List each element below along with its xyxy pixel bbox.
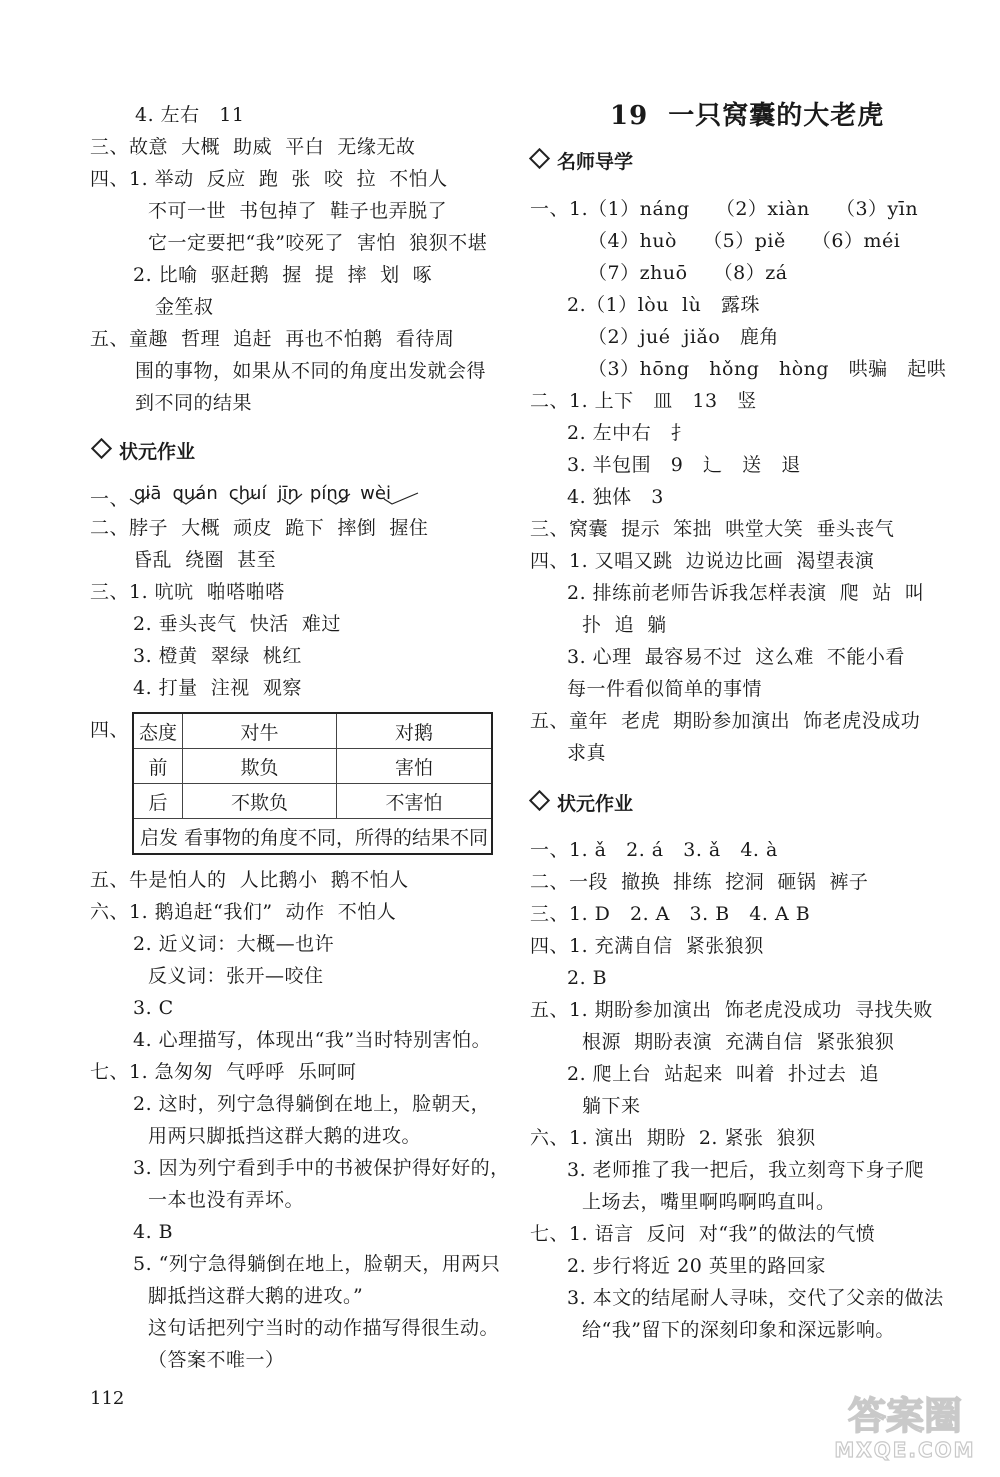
answer-line: 4. 左右 11 xyxy=(135,104,245,126)
answer-line: 一、1.（1）náng （2）xiàn （3）yīn xyxy=(530,198,919,220)
answer-line: 三、1. 吭吭 啪嗒啪嗒 xyxy=(90,581,285,603)
answer-line: 3. 心理 最容易不过 这么难 不能小看 xyxy=(567,646,905,668)
section-heading: 名师导学 xyxy=(532,150,633,174)
answer-line: 扑 追 躺 xyxy=(582,614,667,636)
answer-line: 3. C xyxy=(133,997,174,1019)
answer-line: 三、窝囊 提示 笨拙 哄堂大笑 垂头丧气 xyxy=(530,518,895,540)
answer-line: 3. 橙黄 翠绿 桃红 xyxy=(133,645,302,667)
answer-line: （2）jué jiǎo 鹿角 xyxy=(588,326,779,348)
pinyin-item: wèi xyxy=(360,483,391,504)
lesson-title: 19 一只窝囊的大老虎 xyxy=(610,101,885,131)
answer-line: 5. “列宁急得躺倒在地上，脸朝天，用两只 xyxy=(133,1253,501,1275)
watermark-logo xyxy=(820,1385,990,1465)
answer-line: 4. 独体 3 xyxy=(567,486,664,508)
answer-line: 五、1. 期盼参加演出 饰老虎没成功 寻找失败 xyxy=(530,999,933,1021)
answer-line: 一本也没有弄坏。 xyxy=(148,1189,305,1211)
answer-line: 昏乱 绕圈 甚至 xyxy=(133,549,277,571)
answer-line: 围的事物，如果从不同的角度出发就会得 xyxy=(135,360,487,382)
pinyin-item: jīn xyxy=(277,483,299,504)
svg-text:答案圈: 答案圈 xyxy=(847,1394,963,1438)
answer-line: 4. 心理描写，体现出“我”当时特别害怕。 xyxy=(133,1029,492,1051)
answer-line: 五、童趣 哲理 追赶 再也不怕鹅 看待周 xyxy=(90,328,455,350)
answer-line: 2. 这时，列宁急得躺倒在地上，脸朝天， xyxy=(133,1093,491,1115)
answer-line: 2. 左中右 扌 xyxy=(567,422,691,444)
answer-line: 用两只脚抵挡这群大鹅的进攻。 xyxy=(148,1125,422,1147)
answer-line: 2. 步行将近 20 英里的路回家 xyxy=(567,1255,826,1277)
answer-line: 五、牛是怕人的 人比鹅小 鹅不怕人 xyxy=(90,869,409,891)
answer-line: 2.（1）lòu lù 露珠 xyxy=(567,294,760,316)
table-label: 四、 xyxy=(90,719,130,741)
answer-line: 求真 xyxy=(567,742,607,764)
answer-line: 2. 爬上台 站起来 叫着 扑过去 追 xyxy=(567,1063,879,1085)
answer-line: 六、1. 演出 期盼 2. 紧张 狼狈 xyxy=(530,1127,816,1149)
answer-line: 3. 因为列宁看到手中的书被保护得好好的， xyxy=(133,1157,510,1179)
answer-line: 不可一世 书包掉了 鞋子也弄脱了 xyxy=(148,200,448,222)
answer-line: 它一定要把“我”咬死了 害怕 狼狈不堪 xyxy=(148,232,488,254)
table-row xyxy=(133,784,492,819)
answer-line: 上场去，嘴里啊呜啊呜直叫。 xyxy=(582,1191,836,1213)
answer-line: 三、1. D 2. A 3. B 4. A B xyxy=(530,903,811,925)
section-heading: 状元作业 xyxy=(532,792,633,816)
answer-line: 三、故意 大概 助威 平白 无缘无故 xyxy=(90,136,416,158)
table-cell: 害怕 xyxy=(337,749,492,784)
answer-line: 七、1. 语言 反问 对“我”的做法的气愤 xyxy=(530,1223,876,1245)
answer-line: 二、一段 撤换 排练 挖洞 砸锅 裤子 xyxy=(530,871,869,893)
answer-line: 3. 老师推了我一把后，我立刻弯下身子爬 xyxy=(567,1159,925,1181)
pinyin-item: qiā xyxy=(134,483,162,504)
answer-line: 反义词：张开—咬住 xyxy=(148,965,324,987)
pinyin-item: chuí xyxy=(228,483,267,504)
answer-line: 脚抵挡这群大鹅的进攻。” xyxy=(148,1285,364,1307)
answer-line: 每一件看似简单的事情 xyxy=(567,678,763,700)
answer-line: 根源 期盼表演 充满自信 紧张狼狈 xyxy=(582,1031,895,1053)
answer-line: 四、1. 举动 反应 跑 张 咬 拉 不怕人 xyxy=(90,168,448,190)
answer-line: （7）zhuō （8）zá xyxy=(588,262,788,284)
diamond-icon xyxy=(529,790,550,811)
answer-line: 一、 xyxy=(90,488,130,510)
answer-line: 二、脖子 大概 顽皮 跪下 摔倒 握住 xyxy=(90,517,429,539)
answer-line: 金笙叔 xyxy=(155,296,214,318)
answer-line: 2. 排练前老师告诉我怎样表演 爬 站 叫 xyxy=(567,582,925,604)
answer-line: 五、童年 老虎 期盼参加演出 饰老虎没成功 xyxy=(530,710,921,732)
table-cell: 不害怕 xyxy=(337,784,492,819)
pinyin-item: píng xyxy=(309,483,350,504)
answer-line: （答案不唯一） xyxy=(148,1349,285,1371)
answer-line: 这句话把列宁当时的动作描写得很生动。 xyxy=(148,1317,500,1339)
answer-line: 一、1. ǎ 2. á 3. ǎ 4. à xyxy=(530,839,778,861)
table-cell: 不欺负 xyxy=(183,784,337,819)
table-cell: 后 xyxy=(133,784,183,819)
pinyin-item: quán xyxy=(172,483,218,504)
diamond-icon xyxy=(91,438,112,459)
answer-line: 四、1. 充满自信 紧张狼狈 xyxy=(530,935,764,957)
answer-line: 六、1. 鹅追赶“我们” 动作 不怕人 xyxy=(90,901,397,923)
answer-line: 2. 比喻 驱赶鹅 握 提 摔 划 啄 xyxy=(133,264,433,286)
answer-line: 四、1. 又唱又跳 边说边比画 渴望表演 xyxy=(530,550,875,572)
diamond-icon xyxy=(529,148,550,169)
table-row xyxy=(133,749,492,784)
table-row xyxy=(133,713,492,749)
answer-line: 4. 打量 注视 观察 xyxy=(133,677,302,699)
svg-text:MXQE.COM: MXQE.COM xyxy=(834,1438,976,1462)
table-cell: 前 xyxy=(133,749,183,784)
answer-line: 4. B xyxy=(133,1221,174,1243)
answer-line: 二、1. 上下 皿 13 竖 xyxy=(530,390,757,412)
table-row xyxy=(133,819,492,855)
answer-line: 躺下来 xyxy=(582,1095,641,1117)
page-number: 112 xyxy=(90,1388,125,1409)
answer-line: 到不同的结果 xyxy=(135,392,253,414)
table-cell: 对鹅 xyxy=(337,713,492,749)
answer-line: 2. 近义词：大概—也许 xyxy=(133,933,335,955)
answer-line: 七、1. 急匆匆 气呼呼 乐呵呵 xyxy=(90,1061,357,1083)
answer-line: （4）huò （5）piě （6）méi xyxy=(588,230,901,252)
answer-line: 2. B xyxy=(567,967,608,989)
answer-line: 2. 垂头丧气 快活 难过 xyxy=(133,613,341,635)
table-cell: 态度 xyxy=(133,713,183,749)
section-heading: 状元作业 xyxy=(94,440,195,464)
answer-line: （3）hōng hǒng hòng 哄骗 起哄 xyxy=(588,358,947,380)
table-cell: 对牛 xyxy=(183,713,337,749)
pinyin-row xyxy=(134,483,402,504)
table-note: 启发 看事物的角度不同，所得的结果不同 xyxy=(133,819,492,855)
attitude-table xyxy=(132,712,493,855)
table-cell: 欺负 xyxy=(183,749,337,784)
answer-line: 给“我”留下的深刻印象和深远影响。 xyxy=(582,1319,895,1341)
answer-line: 3. 半包围 9 辶 送 退 xyxy=(567,454,801,476)
answer-line: 3. 本文的结尾耐人寻味，交代了父亲的做法 xyxy=(567,1287,944,1309)
